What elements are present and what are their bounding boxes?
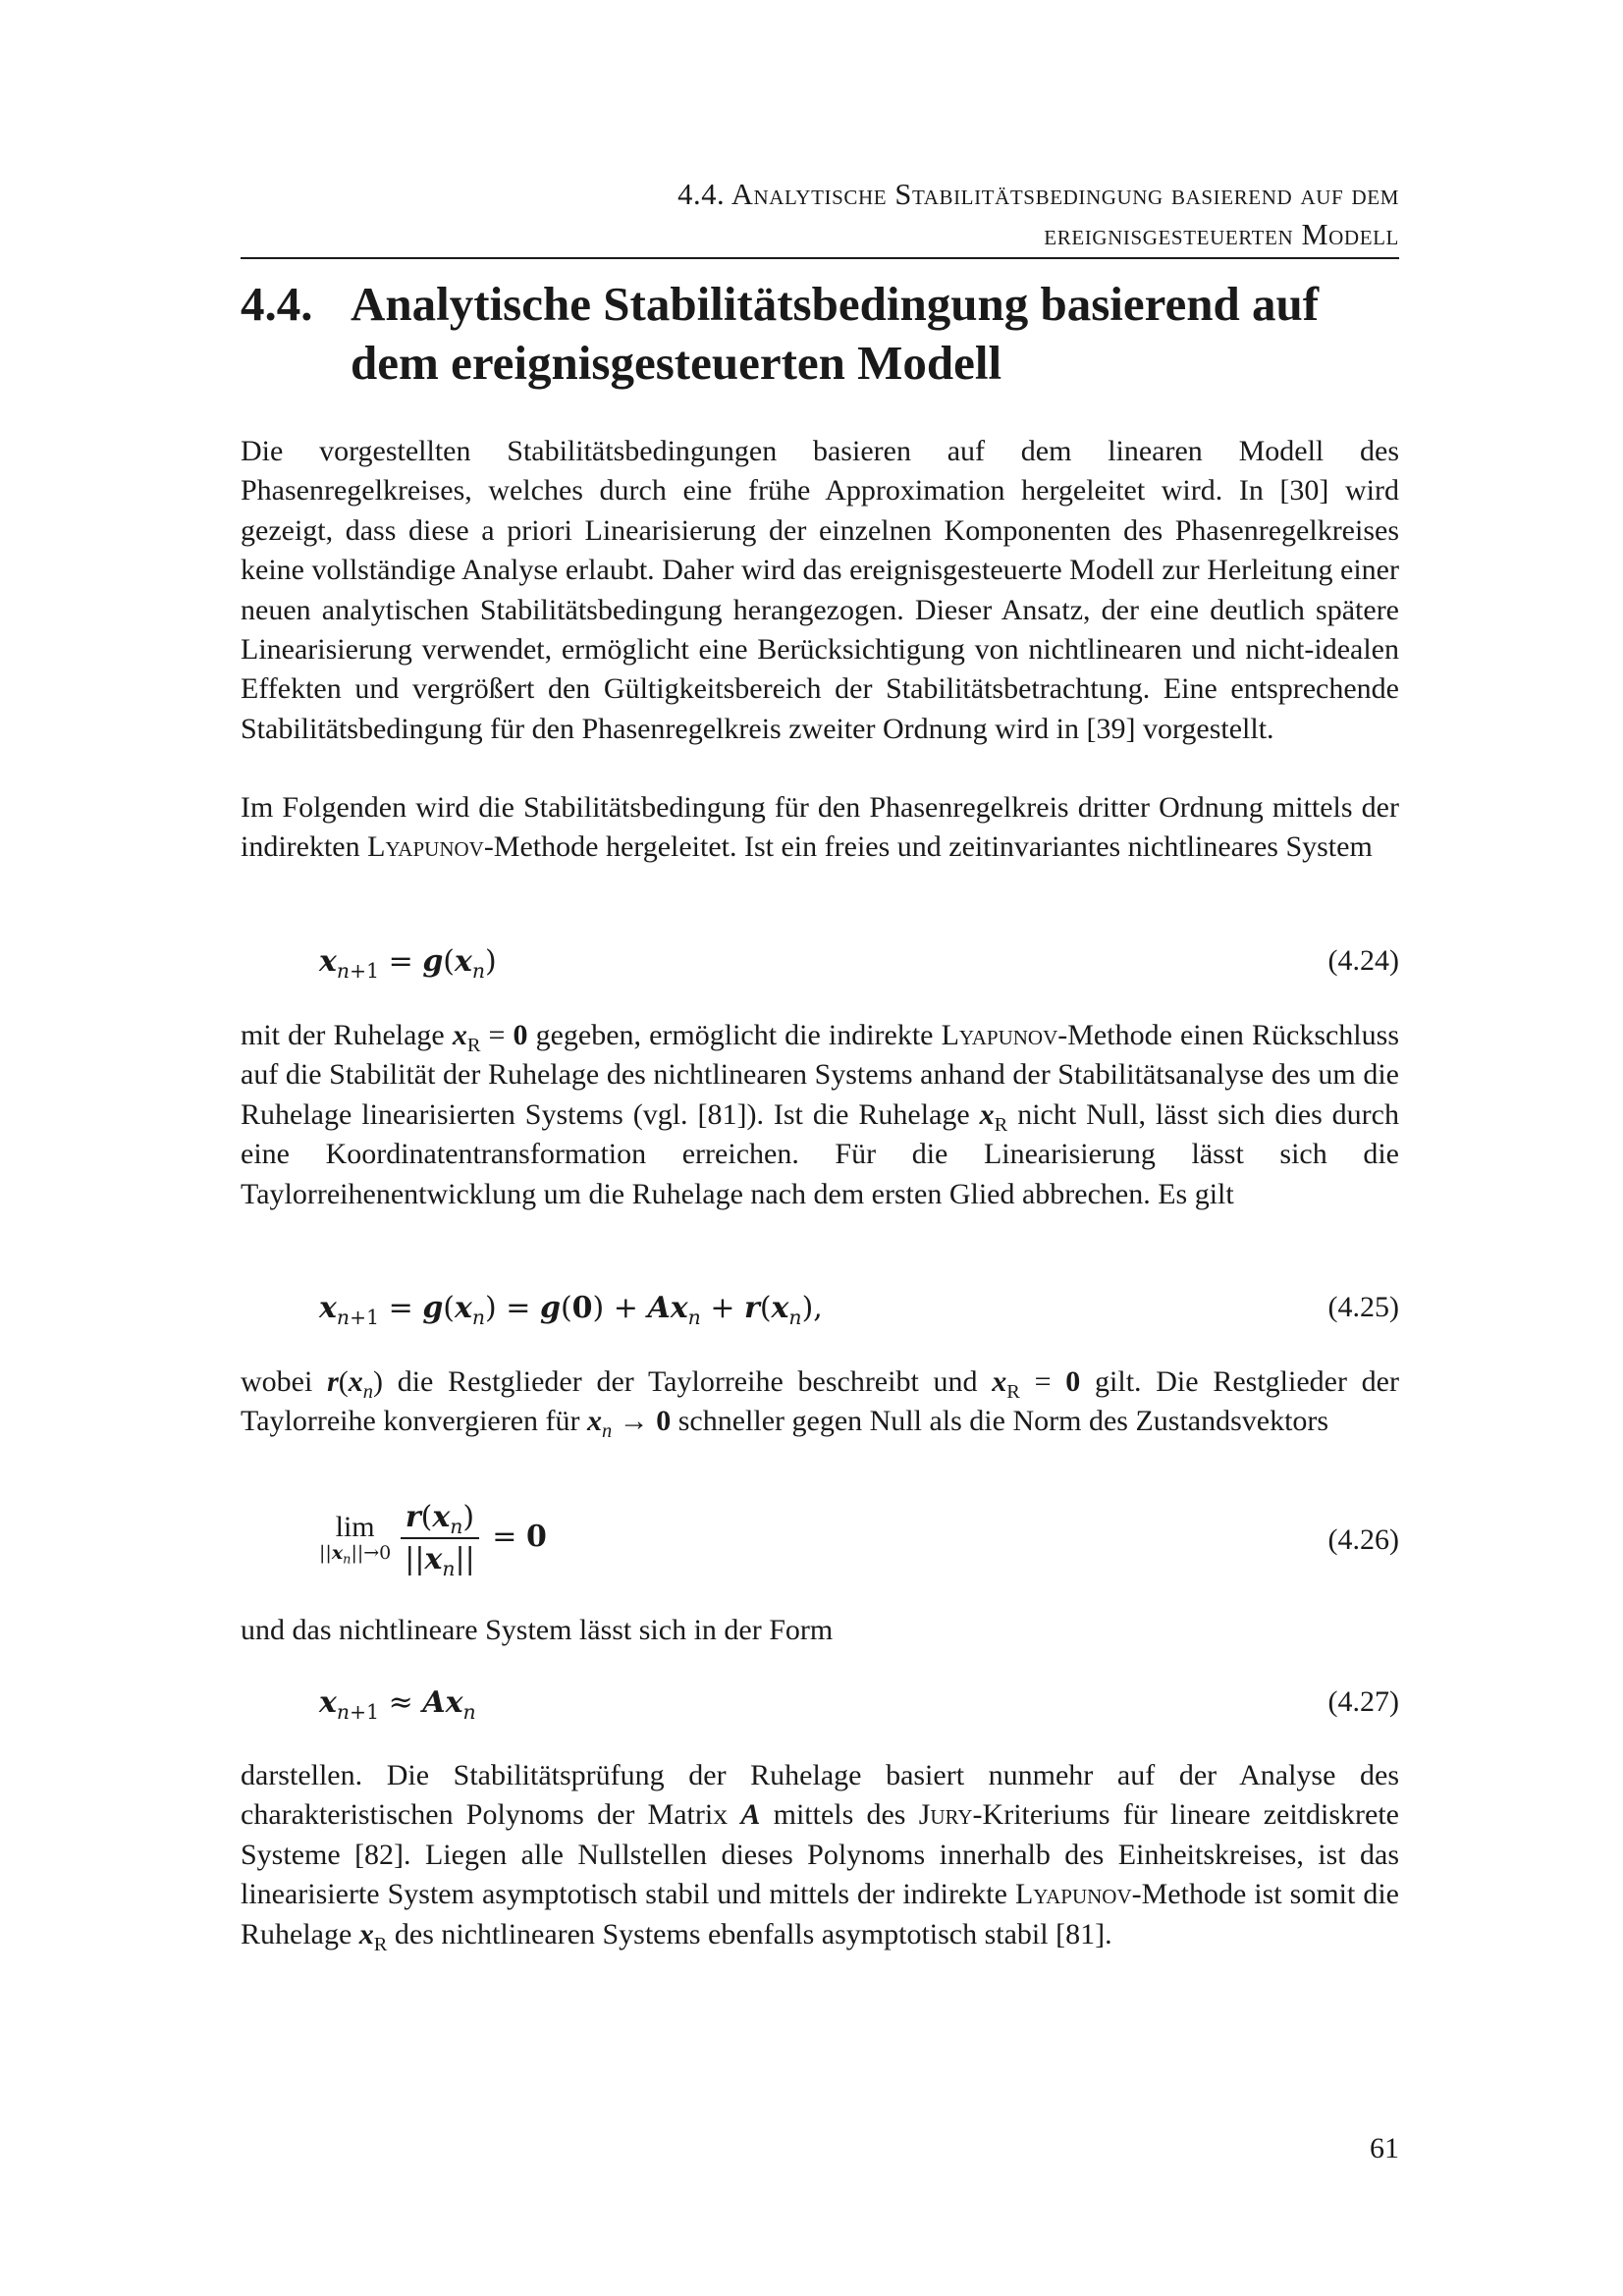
inline-math-matrix-a: A — [740, 1798, 761, 1832]
equation-4-24-formula: $x_{n+1} = g(x_n)$ — [319, 944, 497, 984]
page-number: 61 — [1370, 2132, 1399, 2164]
paragraph-conclusion-text-b: mittels des — [760, 1798, 919, 1832]
paragraph-conclusion-text-e: des nichtlinearen Systems ebenfalls asymptotisch stabil [81]. — [387, 1917, 1112, 1950]
paragraph-remainder-text-c: gilt. Die Restglieder der Taylorreihe konvergieren für — [241, 1365, 1399, 1438]
paragraph-equilibrium — [241, 1016, 1399, 1214]
equation-4-27 — [241, 1685, 1399, 1744]
document-page — [241, 0, 1399, 2296]
paragraph-conclusion-text-c: -Kriteriums für lineare zeitdiskrete Systeme [82]. Liegen alle Nullstellen dieses Polynoms innerhalb des Einheitskreises, ist das linearisierte System asymptotisch stabil und mittels der indirekte — [241, 1798, 1399, 1911]
paragraph-equilibrium-text-b: gegeben, ermöglicht die indirekte — [527, 1019, 942, 1051]
inline-math-xr-zero: $x_R = 0$ — [452, 1019, 528, 1057]
equation-4-25-formula: $x_{n+1} = g(x_n) = g(0) + Ax_n + r(x_n)$, — [319, 1291, 823, 1330]
inline-math-r-xn: $r(x_n)$ — [327, 1365, 383, 1404]
paragraph-form: und das nichtlineare System lässt sich in der Form — [241, 1614, 834, 1646]
paragraph-conclusion-text-a: darstellen. Die Stabilitätsprüfung der Ruhelage basiert nunmehr auf der Analyse des charakteristischen Polynoms der Matrix — [241, 1759, 1399, 1832]
equation-4-27-number: (4.27) — [1327, 1685, 1399, 1718]
paragraph-conclusion-text-d: -Methode ist somit die Ruhelage — [241, 1878, 1399, 1950]
equation-4-24-number: (4.24) — [1327, 944, 1399, 977]
paragraph-intro: Die vorgestellten Stabilitätsbedingungen basieren auf dem linearen Modell des Phasenregelkreises, welches durch eine frühe Approximation hergeleitet wird. In [30] wird gezeigt, dass diese a priori Linearisierung der einzelnen Komponenten des Phasenregelkreises keine vollständige Analyse erlaubt. Daher wird das ereignisgesteuerte Modell zur Herleitung einer neuen analytischen Stabilitätsbedingung herangezogen. Dieser Ansatz, der eine deutlich spätere Linearisierung verwendet, ermöglicht eine Berücksichtigung von nichtlinearen und nicht-idealen Effekten und vergrößert den Gültigkeitsbereich der Stabilitätsbetrachtung. Eine entsprechende Stabilitätsbedingung für den Phasenregelkreis zweiter Ordnung wird in [39] vorgestellt. — [241, 435, 1399, 745]
name-lyapunov: Lyapunov — [367, 830, 484, 864]
running-head-line-1: 4.4. Analytische Stabilitätsbedingung basierend auf dem — [677, 178, 1399, 211]
limit-word: lim — [335, 1511, 375, 1543]
section-number: 4.4. — [241, 277, 313, 331]
equation-4-26 — [241, 1500, 1399, 1598]
equation-4-26-formula: lim $||x_n||\to 0$ $\frac{r(x_n)}{||x_n||}$ = 0 — [319, 1500, 547, 1581]
inline-math-xn-to-zero: $x_n \to 0$ — [587, 1405, 672, 1443]
paragraph-derivation — [241, 788, 1399, 868]
name-lyapunov: Lyapunov — [1014, 1878, 1132, 1911]
name-jury: Jury — [918, 1798, 973, 1832]
running-head-line-2: ereignisgesteuerten Modell — [1044, 218, 1399, 251]
paragraph-remainder-text-a: wobei — [241, 1365, 328, 1398]
inline-math-xr: $x_R$ — [979, 1097, 1008, 1136]
paragraph-conclusion — [241, 1756, 1399, 1954]
equation-4-25 — [241, 1291, 1399, 1350]
paragraph-remainder-text-d: schneller gegen Null als die Norm des Zustandsvektors — [671, 1405, 1329, 1438]
paragraph-remainder-text-b: die Restglieder der Taylorreihe beschreibt und — [382, 1365, 993, 1398]
paragraph-equilibrium-text-c: -Methode einen Rückschluss auf die Stabilität der Ruhelage des nichtlinearen Systems anhand der Stabilitätsanalyse des um die Ruhelage linearisierten Systems (vgl. [81]). Ist die Ruhelage — [241, 1019, 1399, 1131]
name-lyapunov: Lyapunov — [941, 1019, 1058, 1051]
limit-operator: lim $||x_n||\to 0$ — [319, 1511, 392, 1568]
limit-fraction: $\frac{r(x_n)}{||x_n||}$ — [401, 1500, 478, 1576]
paragraph-equilibrium-text-a: mit der Ruhelage — [241, 1019, 453, 1051]
equation-4-26-number: (4.26) — [1327, 1523, 1399, 1556]
inline-math-xr: $x_R$ — [358, 1917, 388, 1955]
paragraph-derivation-text-a: Im Folgenden wird die Stabilitätsbedingung für den Phasenregelkreis dritter Ordnung mittels der indirekten — [241, 791, 1399, 864]
paragraph-derivation-text-b: -Methode hergeleitet. Ist ein freies und zeitinvariantes nichtlineares System — [483, 830, 1373, 864]
inline-math-xr-zero: $x_R = 0$ — [992, 1365, 1081, 1404]
header-rule — [241, 257, 1399, 259]
running-head — [241, 175, 1399, 255]
paragraph-remainder — [241, 1362, 1399, 1442]
paragraph-equilibrium-text-d: nicht Null, lässt sich dies durch eine Koordinatentransformation erreichen. Für die Linearisierung lässt sich die Taylorreihenentwicklung um die Ruhelage nach dem ersten Glied abbrechen. Es gilt — [241, 1097, 1399, 1210]
equation-4-27-formula: $x_{n+1} \approx Ax_n$ — [319, 1685, 476, 1725]
equation-4-24 — [241, 944, 1399, 1003]
section-title: Analytische Stabilitätsbedingung basierend auf dem ereignisgesteuerten Modell — [351, 277, 1320, 390]
section-heading — [241, 275, 1399, 393]
equation-4-25-number: (4.25) — [1327, 1291, 1399, 1323]
